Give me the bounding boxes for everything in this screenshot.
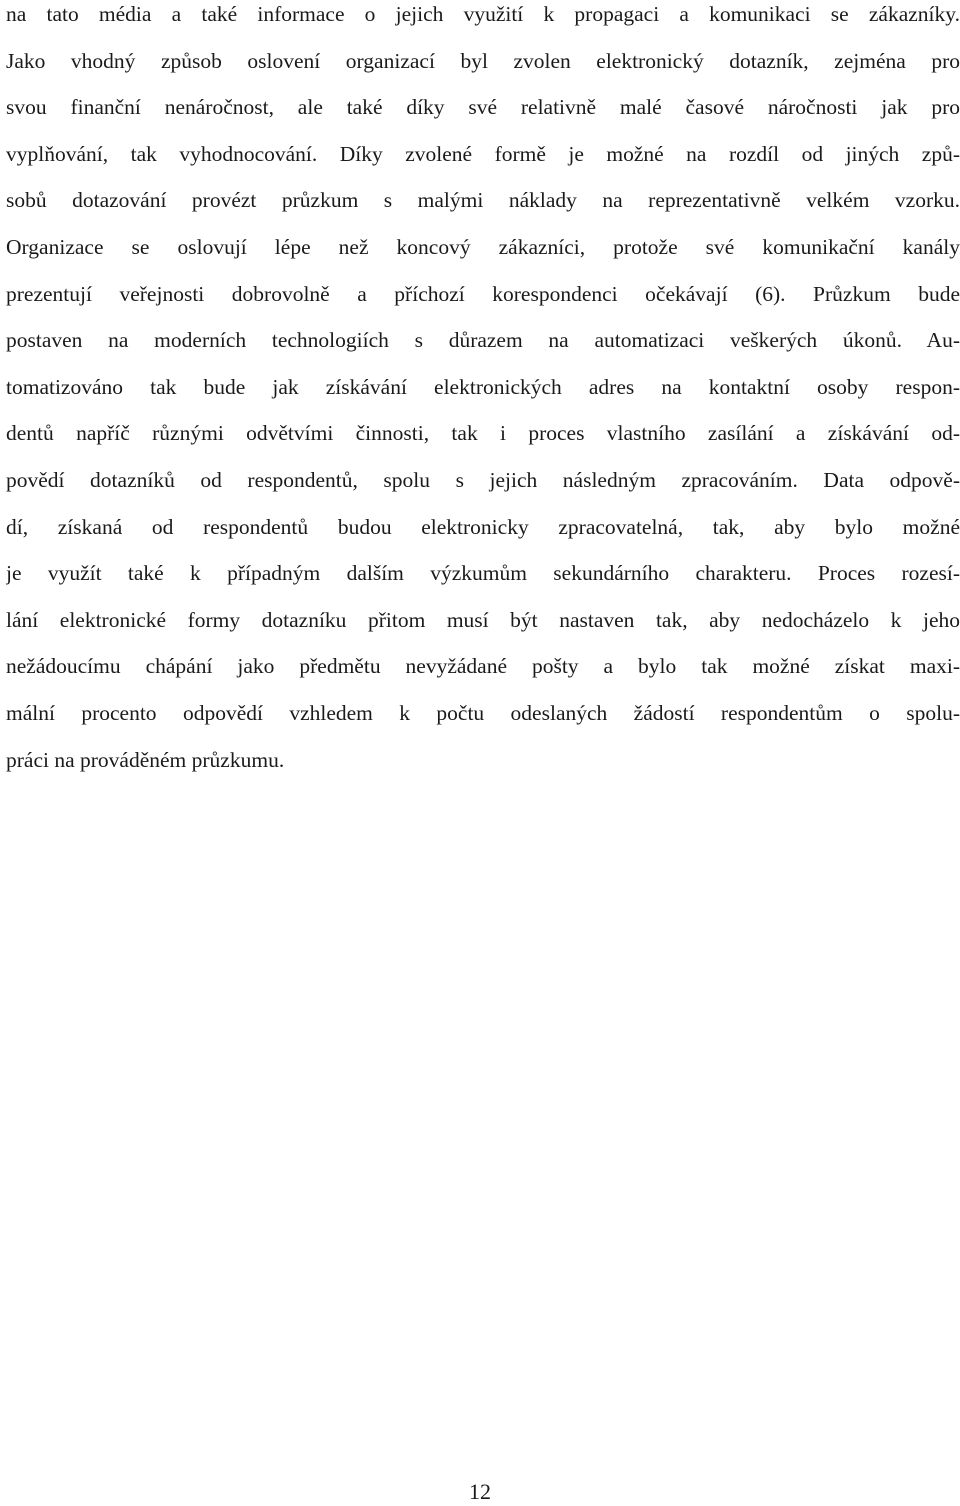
text-line: prezentují veřejnosti dobrovolně a příchozí korespondenci očekávají (6). Průzkum bude	[6, 281, 960, 306]
text-line: tomatizováno tak bude jak získávání elektronických adres na kontaktní osoby respon-	[6, 374, 960, 399]
text-line: práci na prováděném průzkumu.	[6, 747, 285, 772]
text-line: mální procento odpovědí vzhledem k počtu odeslaných žádostí respondentům o spolu-	[6, 700, 960, 725]
text-line: Organizace se oslovují lépe než koncový zákazníci, protože své komunikační kanály	[6, 234, 960, 259]
text-line: Jako vhodný způsob oslovení organizací byl zvolen elektronický dotazník, zejména pro	[6, 48, 960, 73]
page-number: 12	[469, 1479, 491, 1504]
text-line: dí, získaná od respondentů budou elektronicky zpracovatelná, tak, aby bylo možné	[6, 514, 960, 539]
text-line: dentů napříč různými odvětvími činnosti, tak i proces vlastního zasílání a získávání od-	[6, 421, 960, 446]
text-line: je využít také k případným dalším výzkumům sekundárního charakteru. Proces rozesí-	[6, 561, 960, 586]
text-line: postaven na moderních technologiích s důrazem na automatizaci veškerých úkonů. Au-	[6, 328, 960, 353]
text-line: povědí dotazníků od respondentů, spolu s jejich následným zpracováním. Data odpově-	[6, 467, 960, 492]
body-paragraph	[6, 0, 960, 792]
text-line: svou finanční nenáročnost, ale také díky své relativně malé časové náročnosti jak pro	[6, 95, 960, 120]
text-line: lání elektronické formy dotazníku přitom musí být nastaven tak, aby nedocházelo k jeho	[6, 607, 960, 632]
text-line: nežádoucímu chápání jako předmětu nevyžádané pošty a bylo tak možné získat maxi-	[6, 654, 960, 679]
text-line: na tato média a také informace o jejich využití k propagaci a komunikaci se zákazníky.	[6, 2, 960, 26]
text-line: vyplňování, tak vyhodnocování. Díky zvolené formě je možné na rozdíl od jiných způ-	[6, 141, 960, 166]
text-line: sobů dotazování provézt průzkum s malými náklady na reprezentativně velkém vzorku.	[6, 188, 960, 213]
